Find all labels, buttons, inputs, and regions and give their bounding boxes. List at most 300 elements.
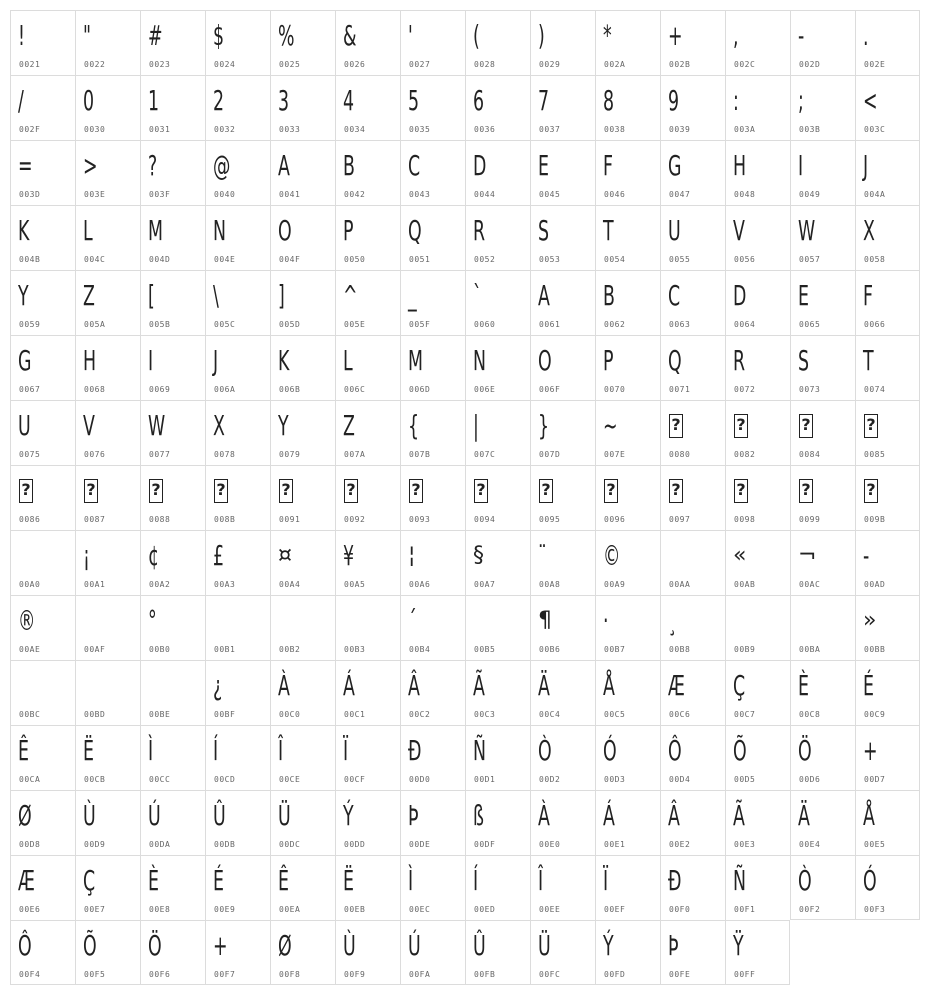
glyph-cell-00ad — [855, 530, 920, 595]
glyph-cell-004c — [75, 205, 140, 270]
glyph-cell-0057 — [790, 205, 855, 270]
glyph-code-label: 0022 — [84, 60, 106, 69]
glyph-cell-0033 — [270, 75, 335, 140]
glyph-char: W — [148, 409, 166, 442]
glyph-code-label: 00B2 — [279, 645, 301, 654]
glyph-code-label: 00DA — [149, 840, 171, 849]
glyph-cell-00a7 — [465, 530, 530, 595]
glyph-char: 6 — [473, 84, 485, 117]
glyph-code-label: 004F — [279, 255, 301, 264]
glyph-char: Ý — [343, 799, 354, 832]
glyph-char: Ê — [278, 864, 289, 897]
glyph-char: Ü — [278, 799, 291, 832]
glyph-code-label: 006E — [474, 385, 496, 394]
glyph-cell-00f8 — [270, 920, 335, 985]
glyph-cell-0072 — [725, 335, 790, 400]
glyph-char: # — [148, 19, 163, 52]
glyph-code-label: 00F6 — [149, 970, 171, 979]
glyph-code-label: 00F0 — [669, 905, 691, 914]
glyph-char: Ú — [148, 799, 161, 832]
glyph-code-label: 0030 — [84, 125, 106, 134]
glyph-cell-00f6 — [140, 920, 205, 985]
glyph-char: L — [83, 214, 93, 247]
glyph-cell-00b6 — [530, 595, 595, 660]
glyph-char: ` — [473, 279, 482, 312]
glyph-code-label: 006B — [279, 385, 301, 394]
missing-glyph-icon: ? — [734, 414, 748, 438]
glyph-code-label: 0099 — [799, 515, 821, 524]
glyph-code-label: 00B4 — [409, 645, 431, 654]
glyph-cell-0024 — [205, 10, 270, 75]
glyph-cell-00dc — [270, 790, 335, 855]
glyph-char: Ë — [343, 864, 354, 897]
glyph-code-label: 00F8 — [279, 970, 301, 979]
glyph-cell-0047 — [660, 140, 725, 205]
glyph-char: I — [148, 344, 154, 377]
glyph-cell-00e6 — [10, 855, 75, 920]
glyph-code-label: 0082 — [734, 450, 756, 459]
glyph-code-label: 00C2 — [409, 710, 431, 719]
glyph-cell-00f7 — [205, 920, 270, 985]
glyph-char: Í — [213, 734, 219, 767]
glyph-char: P — [343, 214, 354, 247]
glyph-cell-0035 — [400, 75, 465, 140]
glyph-code-label: 00E0 — [539, 840, 561, 849]
glyph-cell-0097 — [660, 465, 725, 530]
glyph-code-label: 00D6 — [799, 775, 821, 784]
glyph-cell-003a — [725, 75, 790, 140]
glyph-code-label: 00E8 — [149, 905, 171, 914]
glyph-code-label: 0037 — [539, 125, 561, 134]
glyph-cell-00f0 — [660, 855, 725, 920]
glyph-code-label: 0096 — [604, 515, 626, 524]
glyph-code-label: 0064 — [734, 320, 756, 329]
glyph-code-label: 005A — [84, 320, 106, 329]
glyph-code-label: 0065 — [799, 320, 821, 329]
glyph-code-label: 00B1 — [214, 645, 236, 654]
glyph-cell-0046 — [595, 140, 660, 205]
glyph-code-label: 00A0 — [19, 580, 41, 589]
glyph-cell-0094 — [465, 465, 530, 530]
glyph-code-label: 00B8 — [669, 645, 691, 654]
glyph-char: Õ — [733, 734, 747, 767]
glyph-char: 4 — [343, 84, 355, 117]
glyph-char: Z — [343, 409, 355, 442]
glyph-cell-0074 — [855, 335, 920, 400]
glyph-char: T — [603, 214, 614, 247]
glyph-cell-00ed — [465, 855, 530, 920]
glyph-cell-00fb — [465, 920, 530, 985]
glyph-char: X — [863, 214, 875, 247]
glyph-code-label: 00C3 — [474, 710, 496, 719]
glyph-cell-00bd — [75, 660, 140, 725]
glyph-char: * — [603, 19, 612, 52]
glyph-char: Ä — [538, 669, 550, 702]
glyph-code-label: 00AB — [734, 580, 756, 589]
glyph-char: 3 — [278, 84, 290, 117]
glyph-char: Ì — [148, 734, 154, 767]
glyph-char: @ — [213, 149, 231, 182]
glyph-cell-00a0 — [10, 530, 75, 595]
glyph-code-label: 00D0 — [409, 775, 431, 784]
glyph-code-label: 00FA — [409, 970, 431, 979]
glyph-cell-00c1 — [335, 660, 400, 725]
glyph-code-label: 00CD — [214, 775, 236, 784]
glyph-cell-006b — [270, 335, 335, 400]
glyph-cell-0045 — [530, 140, 595, 205]
glyph-code-label: 0073 — [799, 385, 821, 394]
glyph-cell-0030 — [75, 75, 140, 140]
glyph-cell-0085 — [855, 400, 920, 465]
glyph-cell-002a — [595, 10, 660, 75]
glyph-char: Ó — [863, 864, 877, 897]
glyph-code-label: 00BF — [214, 710, 236, 719]
glyph-code-label: 00A8 — [539, 580, 561, 589]
glyph-code-label: 00F3 — [864, 905, 886, 914]
glyph-cell-0021 — [10, 10, 75, 75]
glyph-cell-00a1 — [75, 530, 140, 595]
glyph-cell-002b — [660, 10, 725, 75]
missing-glyph-icon: ? — [214, 479, 228, 503]
glyph-cell-0092 — [335, 465, 400, 530]
glyph-code-label: 004B — [19, 255, 41, 264]
glyph-code-label: 008B — [214, 515, 236, 524]
glyph-char: Ú — [408, 929, 421, 962]
glyph-char: 1 — [148, 84, 160, 117]
glyph-cell-00ea — [270, 855, 335, 920]
glyph-char: [ — [148, 279, 155, 312]
glyph-code-label: 0038 — [604, 125, 626, 134]
glyph-code-label: 00EA — [279, 905, 301, 914]
glyph-cell-00cf — [335, 725, 400, 790]
glyph-cell-004d — [140, 205, 205, 270]
glyph-code-label: 006C — [344, 385, 366, 394]
glyph-code-label: 0069 — [149, 385, 171, 394]
glyph-code-label: 0041 — [279, 190, 301, 199]
glyph-cell-0077 — [140, 400, 205, 465]
glyph-code-label: 0051 — [409, 255, 431, 264]
missing-glyph-icon: ? — [669, 414, 683, 438]
glyph-cell-0051 — [400, 205, 465, 270]
glyph-cell-0048 — [725, 140, 790, 205]
glyph-char: L — [343, 344, 353, 377]
glyph-code-label: 00AF — [84, 645, 106, 654]
glyph-char: Á — [603, 799, 615, 832]
glyph-code-label: 0059 — [19, 320, 41, 329]
glyph-code-label: 00DF — [474, 840, 496, 849]
glyph-char: W — [798, 214, 816, 247]
glyph-code-label: 0027 — [409, 60, 431, 69]
glyph-code-label: 00AA — [669, 580, 691, 589]
glyph-char: ¥ — [343, 539, 355, 572]
glyph-code-label: 002F — [19, 125, 41, 134]
missing-glyph-icon: ? — [409, 479, 423, 503]
glyph-code-label: 005D — [279, 320, 301, 329]
glyph-cell-005f — [400, 270, 465, 335]
glyph-cell-0063 — [660, 270, 725, 335]
glyph-cell-0076 — [75, 400, 140, 465]
glyph-cell-00c4 — [530, 660, 595, 725]
glyph-char: ´ — [408, 604, 417, 637]
glyph-cell-00ff — [725, 920, 790, 985]
missing-glyph-icon: ? — [19, 479, 33, 503]
glyph-code-label: 0084 — [799, 450, 821, 459]
glyph-cell-0056 — [725, 205, 790, 270]
glyph-code-label: 0036 — [474, 125, 496, 134]
glyph-cell-00b5 — [465, 595, 530, 660]
glyph-cell-00bb — [855, 595, 920, 660]
glyph-char: T — [863, 344, 874, 377]
glyph-cell-007a — [335, 400, 400, 465]
glyph-code-label: 0074 — [864, 385, 886, 394]
glyph-code-label: 002B — [669, 60, 691, 69]
glyph-code-label: 0098 — [734, 515, 756, 524]
glyph-char: / — [18, 84, 24, 117]
glyph-code-label: 00EF — [604, 905, 626, 914]
glyph-cell-0055 — [660, 205, 725, 270]
glyph-char: Ô — [668, 734, 682, 767]
glyph-cell-00c2 — [400, 660, 465, 725]
glyph-cell-0096 — [595, 465, 660, 530]
glyph-code-label: 00D4 — [669, 775, 691, 784]
glyph-cell-0031 — [140, 75, 205, 140]
glyph-char: Â — [408, 669, 420, 702]
glyph-code-label: 00AD — [864, 580, 886, 589]
glyph-char: ¸ — [668, 604, 677, 637]
glyph-char: J — [863, 149, 869, 182]
glyph-code-label: 0050 — [344, 255, 366, 264]
glyph-code-label: 00EC — [409, 905, 431, 914]
glyph-char: Ø — [278, 929, 292, 962]
glyph-cell-0028 — [465, 10, 530, 75]
glyph-char: ¢ — [148, 539, 160, 572]
glyph-cell-00fc — [530, 920, 595, 985]
glyph-char: Û — [213, 799, 226, 832]
glyph-char: J — [213, 344, 219, 377]
glyph-code-label: 00CA — [19, 775, 41, 784]
glyph-code-label: 00C5 — [604, 710, 626, 719]
glyph-code-label: 0087 — [84, 515, 106, 524]
glyph-cell-002f — [10, 75, 75, 140]
glyph-cell-00c9 — [855, 660, 920, 725]
glyph-code-label: 0060 — [474, 320, 496, 329]
glyph-code-label: 006A — [214, 385, 236, 394]
glyph-char: A — [278, 149, 290, 182]
glyph-cell-00f1 — [725, 855, 790, 920]
glyph-char: X — [213, 409, 225, 442]
glyph-cell-004f — [270, 205, 335, 270]
glyph-char: ¦ — [408, 543, 416, 568]
glyph-cell-00af — [75, 595, 140, 660]
glyph-char: O — [538, 344, 552, 377]
glyph-code-label: 0078 — [214, 450, 236, 459]
glyph-char: E — [798, 279, 809, 312]
glyph-cell-00b0 — [140, 595, 205, 660]
glyph-code-label: 00E4 — [799, 840, 821, 849]
glyph-char: Y — [18, 279, 29, 312]
glyph-cell-00ce — [270, 725, 335, 790]
glyph-cell-0060 — [465, 270, 530, 335]
glyph-cell-003e — [75, 140, 140, 205]
glyph-char: S — [798, 344, 810, 377]
glyph-code-label: 0085 — [864, 450, 886, 459]
glyph-cell-00ae — [10, 595, 75, 660]
glyph-cell-0086 — [10, 465, 75, 530]
glyph-cell-00db — [205, 790, 270, 855]
glyph-char: O — [278, 214, 292, 247]
glyph-cell-00a6 — [400, 530, 465, 595]
glyph-cell-00ba — [790, 595, 855, 660]
glyph-char: } — [538, 409, 550, 442]
glyph-char: ¡ — [83, 539, 90, 572]
glyph-code-label: 007D — [539, 450, 561, 459]
glyph-cell-0053 — [530, 205, 595, 270]
glyph-cell-0091 — [270, 465, 335, 530]
glyph-char: \ — [213, 279, 219, 312]
glyph-code-label: 00B5 — [474, 645, 496, 654]
glyph-code-label: 00B7 — [604, 645, 626, 654]
glyph-code-label: 0035 — [409, 125, 431, 134]
glyph-code-label: 0052 — [474, 255, 496, 264]
glyph-char: ' — [408, 19, 413, 52]
glyph-cell-00a9 — [595, 530, 660, 595]
glyph-char: Ê — [18, 734, 29, 767]
glyph-code-label: 003E — [84, 190, 106, 199]
glyph-char: + — [863, 734, 878, 767]
glyph-cell-00ee — [530, 855, 595, 920]
glyph-cell-00e2 — [660, 790, 725, 855]
glyph-code-label: 0080 — [669, 450, 691, 459]
glyph-cell-00b9 — [725, 595, 790, 660]
glyph-code-label: 00D9 — [84, 840, 106, 849]
glyph-char: 8 — [603, 84, 615, 117]
glyph-char: Á — [343, 669, 355, 702]
glyph-cell-0022 — [75, 10, 140, 75]
glyph-code-label: 0077 — [149, 450, 171, 459]
glyph-char: À — [278, 669, 290, 702]
glyph-cell-00c0 — [270, 660, 335, 725]
glyph-char: ¬ — [798, 543, 817, 568]
glyph-cell-0040 — [205, 140, 270, 205]
glyph-char: ¨ — [538, 539, 547, 572]
glyph-code-label: 007A — [344, 450, 366, 459]
glyph-char: À — [538, 799, 550, 832]
glyph-cell-002d — [790, 10, 855, 75]
glyph-char: Ð — [408, 734, 422, 767]
glyph-cell-00fe — [660, 920, 725, 985]
glyph-cell-0023 — [140, 10, 205, 75]
glyph-char: È — [798, 669, 809, 702]
glyph-code-label: 0049 — [799, 190, 821, 199]
glyph-cell-00ef — [595, 855, 660, 920]
glyph-char: Ù — [83, 799, 96, 832]
glyph-cell-00c5 — [595, 660, 660, 725]
glyph-code-label: 0042 — [344, 190, 366, 199]
missing-glyph-icon: ? — [669, 479, 683, 503]
glyph-code-label: 0076 — [84, 450, 106, 459]
glyph-cell-00f4 — [10, 920, 75, 985]
glyph-cell-006d — [400, 335, 465, 400]
glyph-code-label: 00F9 — [344, 970, 366, 979]
glyph-code-label: 0091 — [279, 515, 301, 524]
glyph-cell-007e — [595, 400, 660, 465]
glyph-char: U — [18, 409, 31, 442]
glyph-cell-00d5 — [725, 725, 790, 790]
glyph-code-label: 0097 — [669, 515, 691, 524]
glyph-code-label: 00D1 — [474, 775, 496, 784]
glyph-code-label: 00B6 — [539, 645, 561, 654]
glyph-cell-00ec — [400, 855, 465, 920]
glyph-cell-00f5 — [75, 920, 140, 985]
glyph-char: Æ — [18, 864, 35, 897]
glyph-char: F — [603, 149, 613, 182]
glyph-code-label: 0029 — [539, 60, 561, 69]
glyph-code-label: 00E9 — [214, 905, 236, 914]
glyph-char: % — [278, 19, 295, 52]
glyph-cell-005e — [335, 270, 400, 335]
glyph-code-label: 005F — [409, 320, 431, 329]
glyph-code-label: 0026 — [344, 60, 366, 69]
glyph-code-label: 00C1 — [344, 710, 366, 719]
glyph-code-label: 00DC — [279, 840, 301, 849]
glyph-char: £ — [213, 539, 225, 572]
glyph-char: M — [408, 344, 423, 377]
glyph-cell-00b2 — [270, 595, 335, 660]
glyph-cell-005b — [140, 270, 205, 335]
glyph-cell-00a8 — [530, 530, 595, 595]
glyph-char: » — [863, 608, 877, 633]
glyph-cell-00ab — [725, 530, 790, 595]
glyph-char: Ï — [603, 864, 609, 897]
glyph-cell-0054 — [595, 205, 660, 270]
glyph-code-label: 002A — [604, 60, 626, 69]
glyph-cell-0073 — [790, 335, 855, 400]
glyph-char: 5 — [408, 84, 420, 117]
glyph-char: Ã — [733, 799, 745, 832]
glyph-code-label: 0070 — [604, 385, 626, 394]
glyph-char: § — [473, 543, 484, 568]
glyph-cell-006a — [205, 335, 270, 400]
glyph-char: Q — [668, 344, 682, 377]
glyph-cell-00e3 — [725, 790, 790, 855]
glyph-code-label: 007E — [604, 450, 626, 459]
glyph-code-label: 009B — [864, 515, 886, 524]
glyph-code-label: 00C9 — [864, 710, 886, 719]
glyph-code-label: 00A6 — [409, 580, 431, 589]
glyph-cell-002c — [725, 10, 790, 75]
glyph-char: R — [733, 344, 746, 377]
glyph-cell-0039 — [660, 75, 725, 140]
glyph-cell-0032 — [205, 75, 270, 140]
glyph-char: Ð — [668, 864, 682, 897]
glyph-cell-00d7 — [855, 725, 920, 790]
glyph-code-label: 0034 — [344, 125, 366, 134]
glyph-char: Y — [278, 409, 289, 442]
glyph-char: Ø — [18, 799, 32, 832]
glyph-code-label: 00A4 — [279, 580, 301, 589]
glyph-cell-0093 — [400, 465, 465, 530]
glyph-code-label: 00B0 — [149, 645, 171, 654]
glyph-char: - — [798, 19, 805, 52]
glyph-char: " — [83, 19, 91, 52]
glyph-code-label: 00FD — [604, 970, 626, 979]
glyph-char: © — [603, 539, 621, 572]
glyph-char: Õ — [83, 929, 97, 962]
glyph-cell-00cd — [205, 725, 270, 790]
glyph-cell-00fd — [595, 920, 660, 985]
glyph-cell-0025 — [270, 10, 335, 75]
glyph-cell-0070 — [595, 335, 660, 400]
